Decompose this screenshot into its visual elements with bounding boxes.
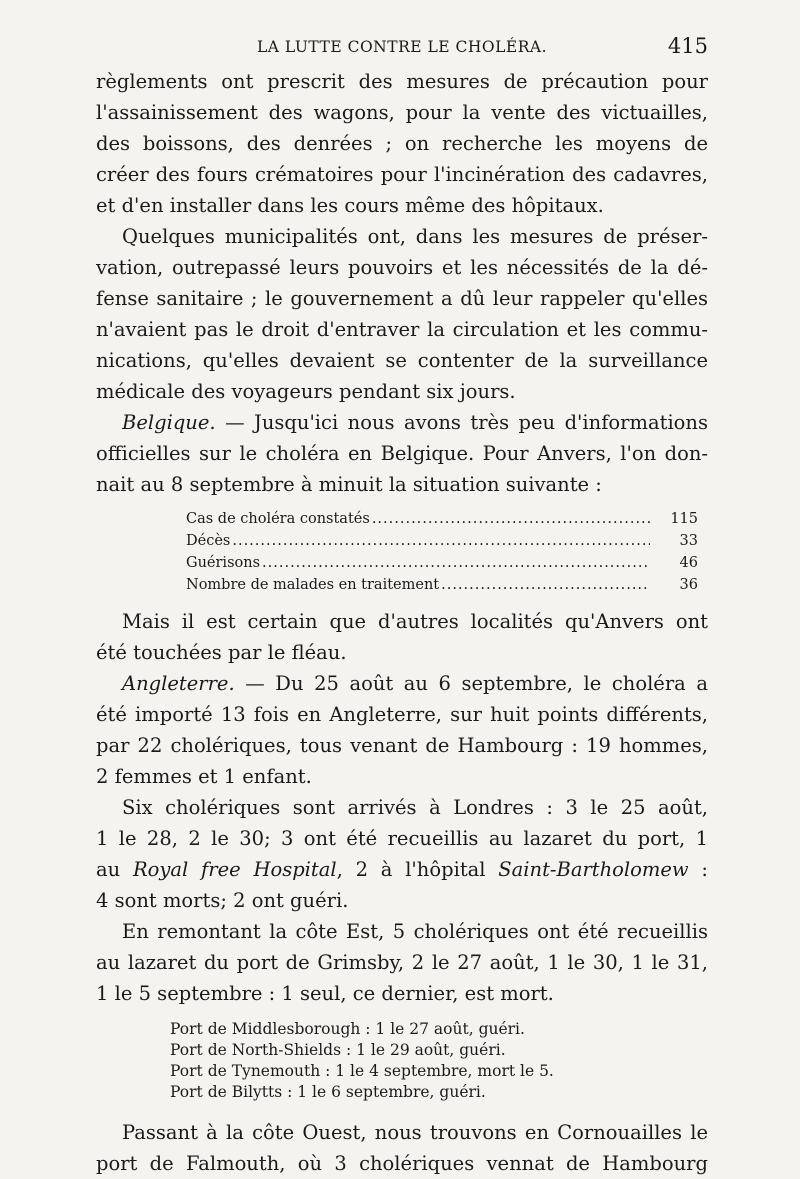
- text-line: au lazaret du port de Grimsby, 2 le 27 août, 1 le 30, 1 le 31,: [96, 951, 708, 974]
- text-line: et d'en installer dans les cours même des hôpitaux.: [96, 194, 604, 217]
- text-line: été touchées par le fléau.: [96, 641, 347, 664]
- row-label: Décès: [186, 533, 231, 549]
- text-line: 4 sont morts; 2 ont guéri.: [96, 889, 349, 912]
- hospital-name: Royal free Hospital: [132, 858, 337, 881]
- text-line: nait au 8 septembre à minuit la situation suivante :: [96, 473, 602, 496]
- table-row: [186, 530, 698, 552]
- text-line: 2 femmes et 1 enfant.: [96, 765, 312, 788]
- row-value: 33: [679, 533, 698, 549]
- running-title: LA LUTTE CONTRE LE CHOLÉRA.: [256, 38, 548, 56]
- row-label: Nombre de malades en traitement: [186, 577, 440, 593]
- text-line: fense sanitaire ; le gouvernement a dû leur rappeler qu'elles: [96, 287, 708, 310]
- text-line: vation, outrepassé leurs pouvoirs et les nécessités de la dé-: [96, 256, 708, 279]
- text-line: médicale des voyageurs pendant six jours.: [96, 380, 516, 403]
- ports-list: [170, 1019, 708, 1103]
- leader-dots: [262, 552, 650, 574]
- text-line: port de Falmouth, où 3 cholériques vennat de Hambourg: [96, 1152, 708, 1175]
- text-line: au Royal free Hospital, 2 à l'hôpital Saint-Bartholomew :: [96, 858, 708, 881]
- text-line: Passant à la côte Ouest, nous trouvons en Cornouailles le: [122, 1121, 708, 1144]
- section-label-belgique: Belgique.: [122, 411, 216, 434]
- table-row: [186, 574, 698, 596]
- section-label-angleterre: Angleterre.: [122, 672, 235, 695]
- leader-dots: [441, 574, 650, 596]
- text-line: 1 le 5 septembre : 1 seul, ce dernier, est mort.: [96, 982, 554, 1005]
- list-item: Port de Tynemouth : 1 le 4 septembre, mort le 5.: [170, 1062, 554, 1080]
- leader-dots: [372, 508, 650, 530]
- text-line: l'assainissement des wagons, pour la vente des victuailles,: [96, 101, 708, 124]
- text-line: En remontant la côte Est, 5 cholériques ont été recueillis: [122, 920, 708, 943]
- text-line: 1 le 28, 2 le 30; 3 ont été recueillis au lazaret du port, 1: [96, 827, 708, 850]
- table-row: [186, 552, 698, 574]
- row-label: Guérisons: [186, 555, 261, 571]
- text-line: créer des fours crématoires pour l'incinération des cadavres,: [96, 163, 708, 186]
- stats-table: [186, 508, 698, 596]
- text-line: règlements ont prescrit des mesures de précaution pour: [96, 70, 708, 93]
- text-line: nications, qu'elles devaient se contenter de la surveillance: [96, 349, 708, 372]
- text-line: Belgique. — Jusqu'ici nous avons très peu d'informations: [122, 411, 708, 434]
- list-item: Port de Bilytts : 1 le 6 septembre, guéri.: [170, 1083, 486, 1101]
- text-line: par 22 cholériques, tous venant de Hambourg : 19 hommes,: [96, 734, 708, 757]
- text-line: Mais il est certain que d'autres localités qu'Anvers ont: [122, 610, 708, 633]
- row-value: 46: [679, 555, 698, 571]
- text-line: Angleterre. — Du 25 août au 6 septembre, le choléra a: [122, 672, 708, 695]
- text-line: été importé 13 fois en Angleterre, sur huit points différents,: [96, 703, 708, 726]
- hospital-name: Saint-Bartholomew: [498, 858, 689, 881]
- list-item: Port de Middlesborough : 1 le 27 août, guéri.: [170, 1020, 525, 1038]
- page-header: [96, 32, 708, 62]
- table-row: [186, 508, 698, 530]
- row-label: Cas de choléra constatés: [186, 511, 370, 527]
- leader-dots: [232, 530, 650, 552]
- text-line: Six cholériques sont arrivés à Londres : 3 le 25 août,: [122, 796, 708, 819]
- row-value: 115: [670, 511, 698, 527]
- list-item: Port de North-Shields : 1 le 29 août, guéri.: [170, 1041, 506, 1059]
- page-number: 415: [667, 34, 708, 58]
- page-body: [96, 66, 708, 1179]
- text-line: Quelques municipalités ont, dans les mesures de préser-: [122, 225, 708, 248]
- text-line: n'avaient pas le droit d'entraver la circulation et les commu-: [96, 318, 708, 341]
- text-line: des boissons, des denrées ; on recherche les moyens de: [96, 132, 708, 155]
- row-value: 36: [679, 577, 698, 593]
- text-line: officielles sur le choléra en Belgique. Pour Anvers, l'on don-: [96, 442, 708, 465]
